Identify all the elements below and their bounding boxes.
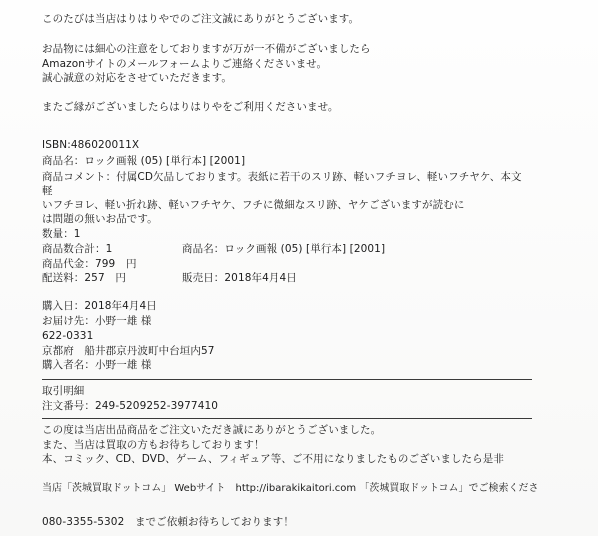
order-number: 注文番号：249-5209252-3977410 — [42, 400, 219, 412]
intro-line-5: またご縁がございましたらはりはりやをご利用くださいませ。 — [42, 101, 339, 113]
product-name-repeat: 商品名：ロック画報 (05) [単行本] [2001] — [182, 243, 386, 255]
product-name: 商品名：ロック画報 (05) [単行本] [2001] — [42, 155, 246, 167]
purchaser-name: 購入者名：小野一雄 様 — [42, 359, 152, 371]
closing-line-5: 080-3355-5302 までご依頼お待ちしております！ — [42, 516, 294, 528]
isbn: ISBN:486020011X — [42, 139, 140, 151]
shipping-address: 京都府 船井郡京丹波町中台垣内57 — [42, 345, 215, 357]
purchase-date: 購入日：2018年4月4日 — [42, 300, 157, 312]
intro-line-3: Amazonサイトのメールフォームよりご連絡くださいませ。 — [42, 58, 328, 70]
intro-line-2: お品物には細心の注意をしておりますが万が一不備がございましたら — [42, 43, 371, 55]
shipping-fee: 配送料：257 円 — [42, 272, 126, 284]
closing-line-4: 当店「茨城買取ドットコム」 Webサイト http://ibarakikaitori.com 「茨城買取ドットコム」でご検索くださ — [42, 483, 539, 494]
product-price: 商品代金：799 円 — [42, 258, 137, 270]
product-comment-line-1: 商品コメント：付属CD欠品しております。表紙に若干のスリ跡、軽いフチヨレ、軽いフチヤケ、本文 — [42, 171, 522, 183]
postal-code: 622-0331 — [42, 330, 94, 342]
release-date: 販売日：2018年4月4日 — [182, 272, 297, 284]
intro-line-1: このたびは当店はりはりやでのご注文誠にありがとうございます。 — [42, 13, 360, 25]
closing-line-3: 本、コミック、CD、DVD、ゲーム、フィギュア等、ご不用になりましたものございましたら是非 — [42, 453, 504, 465]
product-comment-line-2: 軽 — [42, 185, 53, 197]
closing-line-2: また、当店は買取の方もお待ちしております！ — [42, 439, 265, 451]
recipient: お届け先：小野一雄 様 — [42, 315, 152, 327]
closing-line-1: この度は当店出品商品をご注文いただき誠にありがとうございました。 — [42, 424, 382, 436]
product-comment-line-3: いフチヨレ、軽い折れ跡、軽いフチヤケ、フチに微細なスリ跡、ヤケございますが読むに — [42, 199, 465, 211]
separator-line — [42, 418, 532, 419]
product-comment-line-4: は問題の無いお品です。 — [42, 213, 158, 225]
total-item-count: 商品数合計：1 — [42, 243, 113, 255]
intro-line-4: 誠心誠意の対応をさせていただきます。 — [42, 72, 232, 84]
quantity: 数量：1 — [42, 228, 81, 240]
separator-line — [42, 379, 532, 380]
transaction-heading: 取引明細 — [42, 385, 85, 397]
